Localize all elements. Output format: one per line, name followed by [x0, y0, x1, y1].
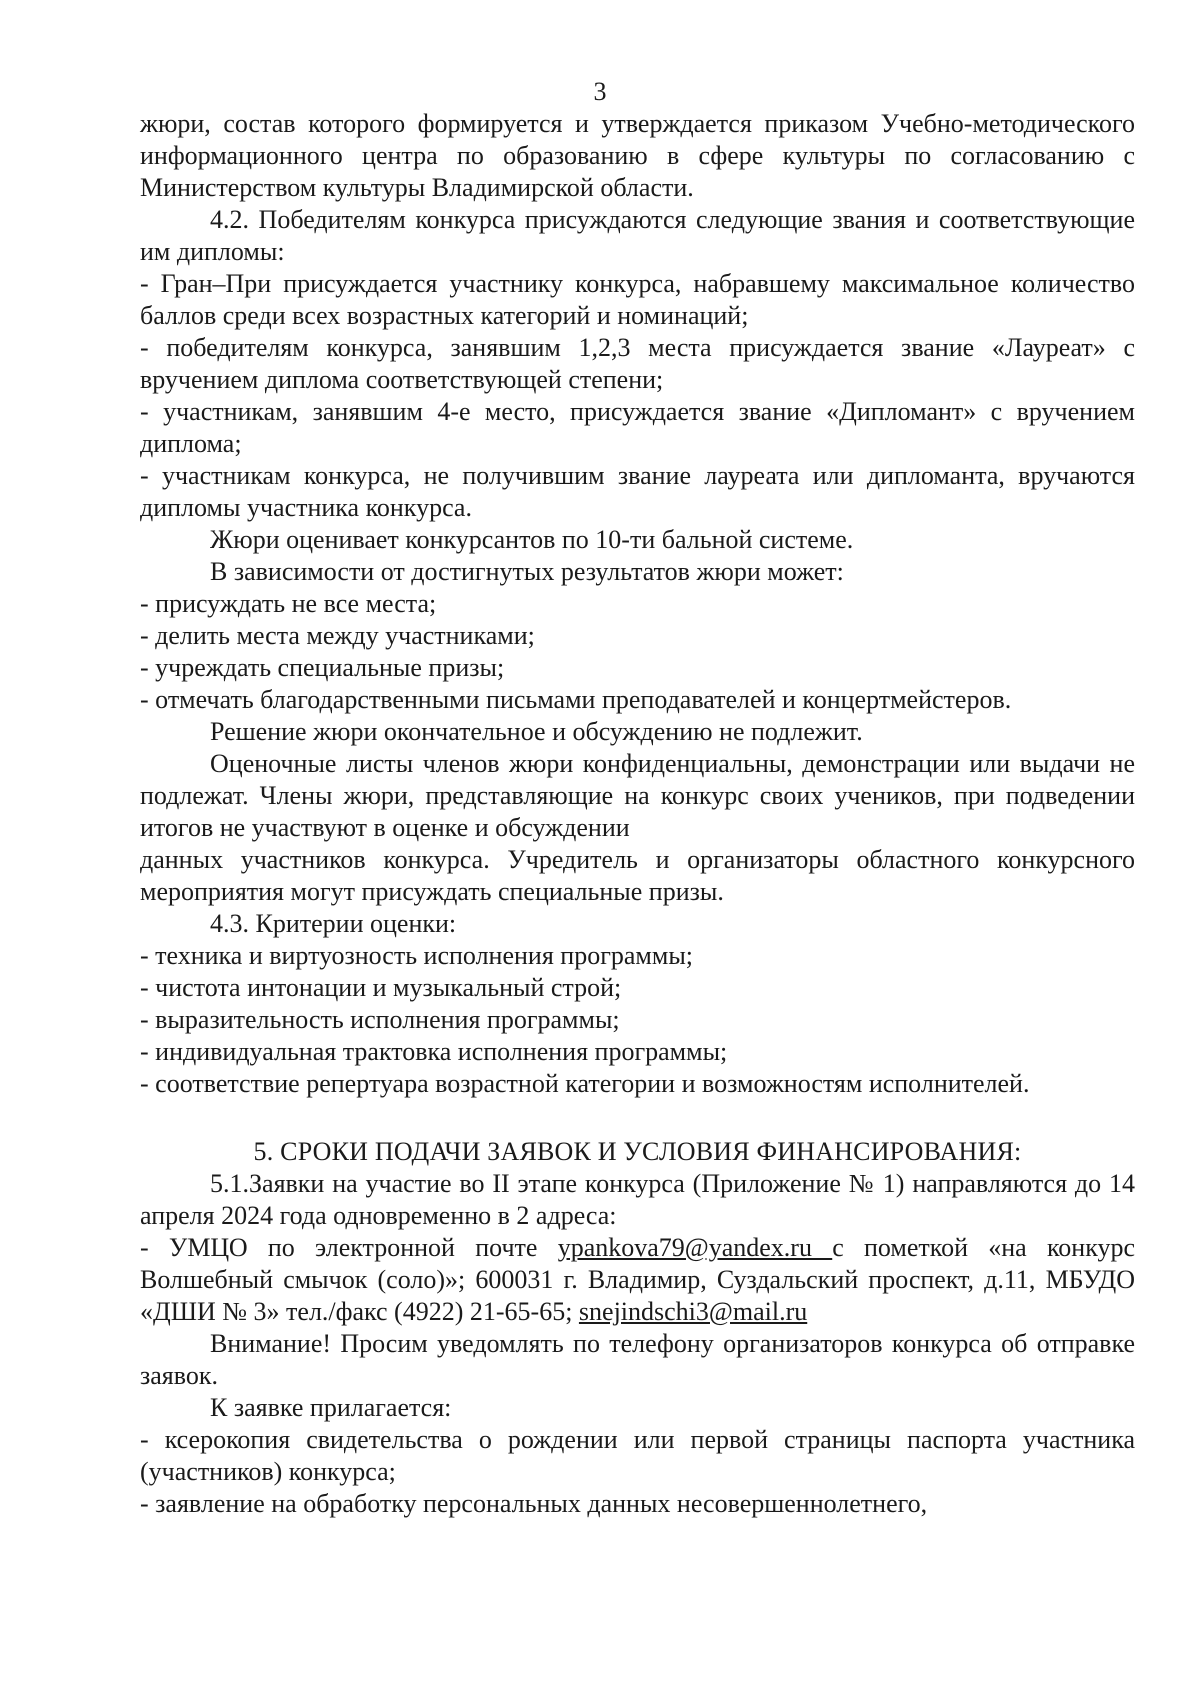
- list-item-grand-prix: - Гран–При присуждается участнику конкурса, набравшему максимальное количество баллов среди всех возрастных категорий и номинаций;: [140, 269, 1135, 330]
- list-item-participant-diploma: - участникам конкурса, не получившим звание лауреата или дипломанта, вручаются дипломы участника конкурса.: [140, 461, 1135, 522]
- document-body: [140, 108, 1135, 1520]
- email-intro-text: - УМЦО по электронной почте: [140, 1233, 558, 1262]
- list-item-share-places: - делить места между участниками;: [140, 621, 535, 650]
- list-item-diplomant: - участникам, занявшим 4-е место, присуждается звание «Дипломант» с вручением диплома;: [140, 397, 1135, 458]
- email-details-text: с пометкой «на конкурс Волшебный смычок (соло)»; 600031 г. Владимир, Суздальский проспект, д.11, МБУДО «ДШИ № 3» тел./факс (4922) 21-65-65;: [140, 1233, 1135, 1326]
- paragraph-attention: Внимание! Просим уведомлять по телефону организаторов конкурса об отправке заявок.: [140, 1329, 1135, 1390]
- paragraph-founder-prizes: данных участников конкурса. Учредитель и организаторы областного конкурсного мероприятия могут присуждать специальные призы.: [140, 845, 1135, 906]
- paragraph-4-3: 4.3. Критерии оценки:: [210, 909, 457, 938]
- paragraph-4-2: 4.2. Победителям конкурса присуждаются следующие звания и соответствующие им дипломы:: [140, 205, 1135, 266]
- paragraph-5-1: 5.1.Заявки на участие во II этапе конкурса (Приложение № 1) направляются до 14 апреля 2024 года одновременно в 2 адреса:: [140, 1169, 1135, 1230]
- list-item-birth-certificate: - ксерокопия свидетельства о рождении или первой страницы паспорта участника (участников) конкурса;: [140, 1425, 1135, 1486]
- paragraph-scoring-system: Жюри оценивает конкурсантов по 10-ти бальной системе.: [210, 525, 854, 554]
- paragraph-jury-may: В зависимости от достигнутых результатов жюри может:: [210, 557, 844, 586]
- email-link-snejindschi3[interactable]: snejindschi3@mail.ru: [578, 1297, 808, 1326]
- paragraph-confidential-sheets: Оценочные листы членов жюри конфиденциальны, демонстрации или выдачи не подлежат. Члены жюри, представляющие на конкурс своих учеников, при подведении итогов не участвуют в оценке и обсуждении: [140, 749, 1135, 842]
- list-item-special-prizes: - учреждать специальные призы;: [140, 653, 505, 682]
- page-number: 3: [593, 77, 607, 106]
- list-item-expressiveness: - выразительность исполнения программы;: [140, 1005, 620, 1034]
- paragraph-attachments: К заявке прилагается:: [210, 1393, 452, 1422]
- list-item-not-all-places: - присуждать не все места;: [140, 589, 437, 618]
- email-link-ypankova[interactable]: ypankova79@yandex.ru: [557, 1233, 833, 1262]
- list-item-laureate: - победителям конкурса, занявшим 1,2,3 места присуждается звание «Лауреат» с вручением диплома соответствующей степени;: [140, 333, 1135, 394]
- list-item-technique: - техника и виртуозность исполнения программы;: [140, 941, 694, 970]
- list-item-umco-email: [140, 1232, 1135, 1328]
- list-item-thank-you-letters: - отмечать благодарственными письмами преподавателей и концертмейстеров.: [140, 685, 1012, 714]
- list-item-personal-data-consent: - заявление на обработку персональных данных несовершеннолетнего,: [140, 1489, 928, 1518]
- list-item-repertoire: - соответствие репертуара возрастной категории и возможностям исполнителей.: [140, 1069, 1030, 1098]
- list-item-intonation: - чистота интонации и музыкальный строй;: [140, 973, 622, 1002]
- paragraph-jury-composition: жюри, состав которого формируется и утверждается приказом Учебно-методического информационного центра по образованию в сфере культуры по согласованию с Министерством культуры Владимирской области.: [140, 109, 1135, 202]
- paragraph-jury-decision-final: Решение жюри окончательное и обсуждению не подлежит.: [210, 717, 863, 746]
- list-item-interpretation: - индивидуальная трактовка исполнения программы;: [140, 1037, 728, 1066]
- section-5-heading: 5. СРОКИ ПОДАЧИ ЗАЯВОК И УСЛОВИЯ ФИНАНСИРОВАНИЯ:: [253, 1137, 1022, 1166]
